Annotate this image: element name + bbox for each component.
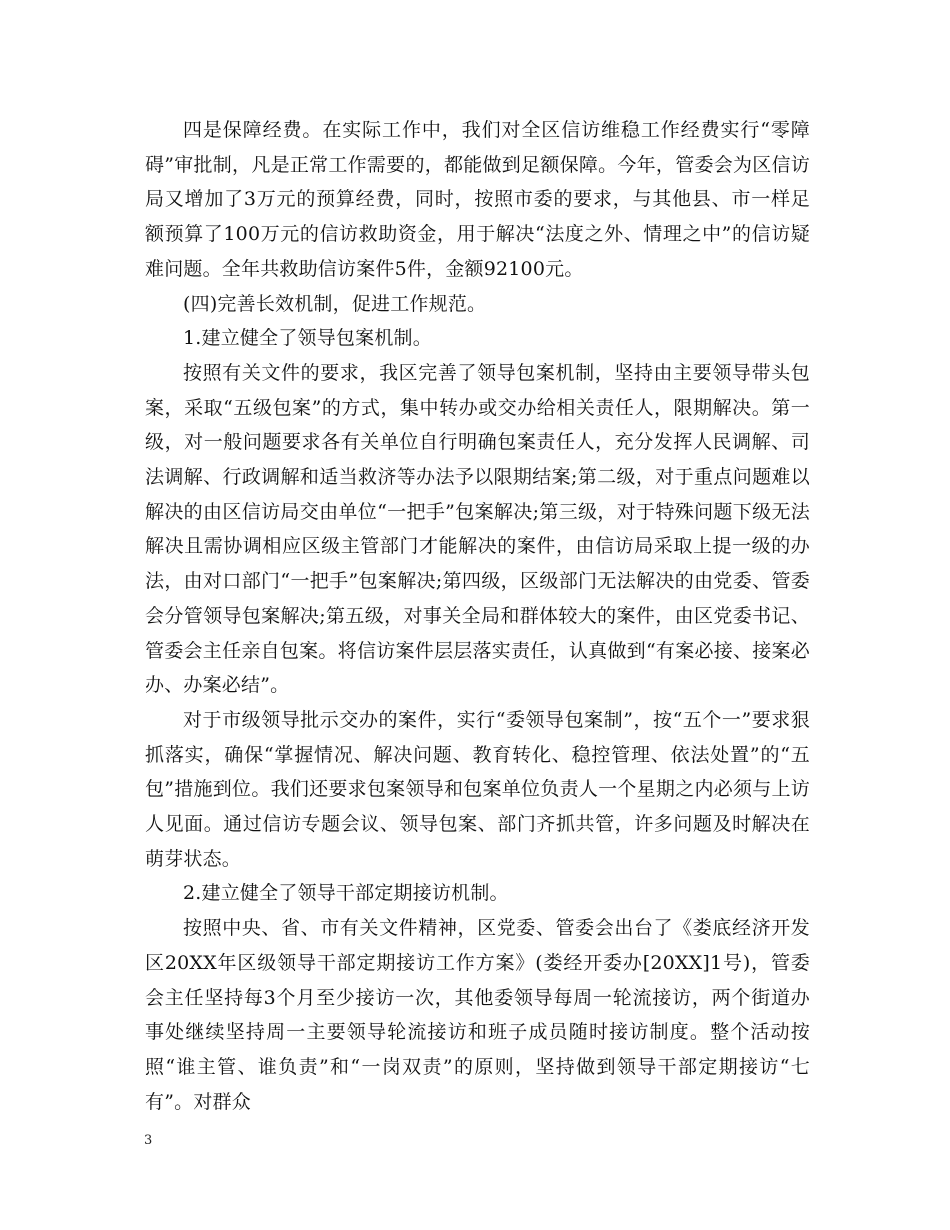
paragraph-city-leader-cases: 对于市级领导批示交办的案件，实行“委领导包案制”，按“五个一”要求狠抓落实，确保“掌握情况、解决问题、教育转化、稳控管理、依法处置”的“五包”措施到位。我们还要求包案领导和包案单位负责人一个星期之内必须与上访人见面。通过信访专题会议、领导包案、部门齐抓共管，许多问题及时解决在萌芽状态。 xyxy=(145,708,810,870)
page-number: 3 xyxy=(144,1133,153,1148)
paragraph-funding-guarantee: 四是保障经费。在实际工作中，我们对全区信访维稳工作经费实行“零障碍”审批制，凡是正常工作需要的，都能做到足额保障。今年，管委会为区信访局又增加了3万元的预算经费，同时，按照市委的要求，与其他县、市一样足额预算了100万元的信访救助资金，用于解决“法度之外、情理之中”的信访疑难问题。全年共救助信访案件5件，金额92100元。 xyxy=(145,119,810,280)
paragraph-regular-reception: 按照中央、省、市有关文件精神，区党委、管委会出台了《娄底经济开发区20XX年区级领导干部定期接访工作方案》(娄经开委办[20XX]1号)，管委会主任坚持每3个月至少接访一次，其他委领导每周一轮流接访，两个街道办事处继续坚持周一主要领导轮流接访和班子成员随时接访制度。整个活动按照“谁主管、谁负责”和“一岗双责”的原则，坚持做到领导干部定期接访“七有”。对群众 xyxy=(145,917,810,1113)
section-heading-long-term-mechanism: (四)完善长效机制，促进工作规范。 xyxy=(183,292,487,315)
document-body xyxy=(145,113,810,1119)
subheading-leader-case-mechanism: 1.建立健全了领导包案机制。 xyxy=(183,327,432,350)
subheading-regular-reception-mechanism: 2.建立健全了领导干部定期接访机制。 xyxy=(183,882,509,905)
paragraph-five-level-case: 按照有关文件的要求，我区完善了领导包案机制，坚持由主要领导带头包案，采取“五级包案”的方式，集中转办或交办给相关责任人，限期解决。第一级，对一般问题要求各有关单位自行明确包案责任人，充分发挥人民调解、司法调解、行政调解和适当救济等办法予以限期结案;第二级，对于重点问题难以解决的由区信访局交由单位“一把手”包案解决;第三级，对于特殊问题下级无法解决且需协调相应区级主管部门才能解决的案件，由信访局采取上提一级的办法，由对口部门“一把手”包案解决;第四级，区级部门无法解决的由党委、管委会分管领导包案解决;第五级，对事关全局和群体较大的案件，由区党委书记、管委会主任亲自包案。将信访案件层层落实责任，认真做到“有案必接、接案必办、办案必结”。 xyxy=(145,361,810,697)
